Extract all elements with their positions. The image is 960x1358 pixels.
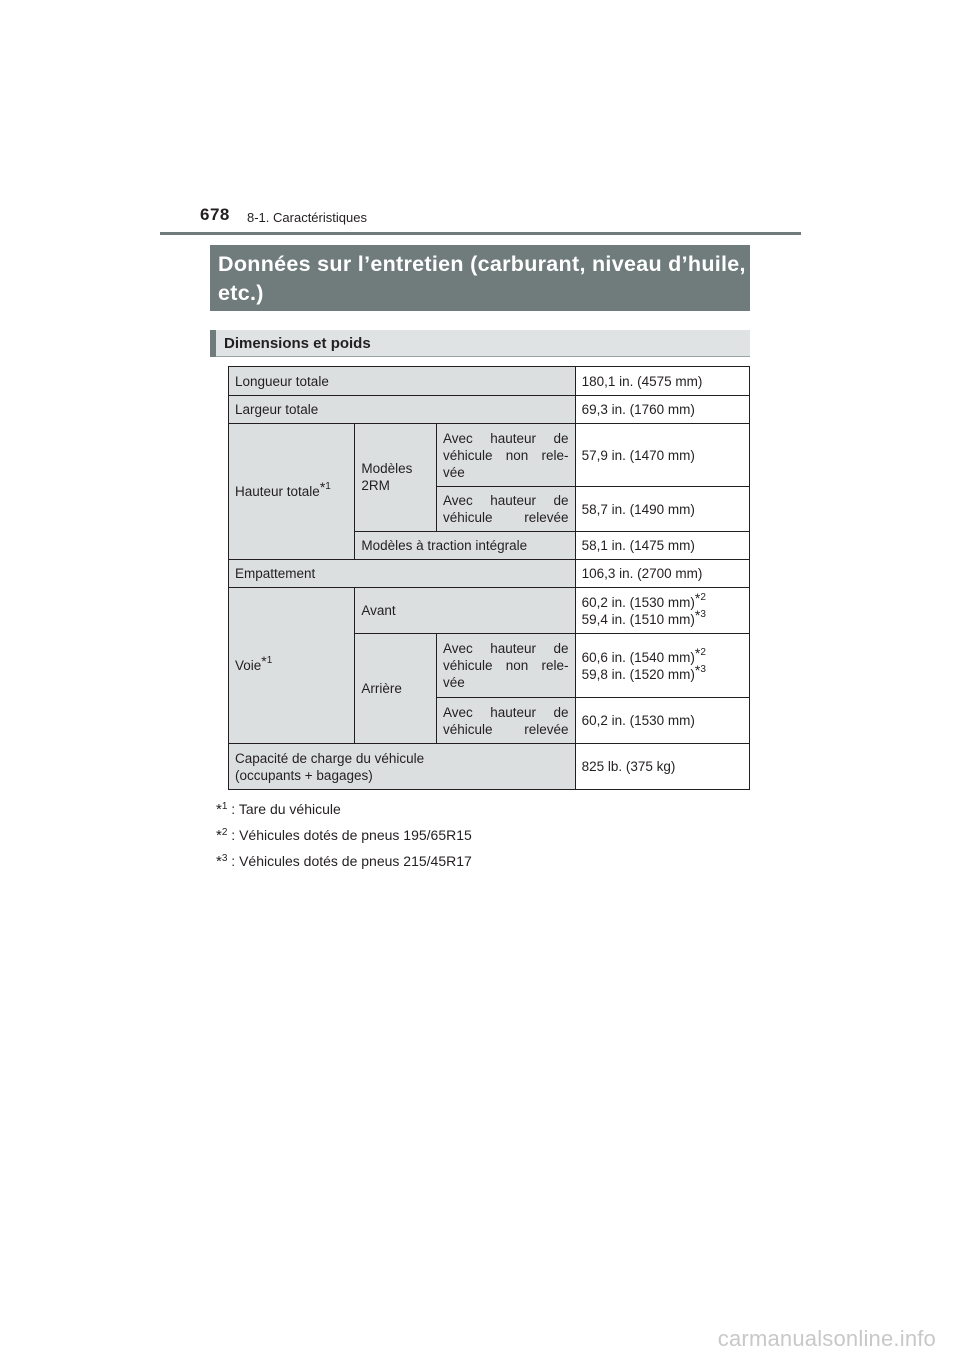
footnote (216, 797, 472, 823)
sub-label: Modèles à traction intégrale (355, 532, 575, 560)
footnote-marker: *$^3$ (216, 853, 228, 870)
subsection-title: Dimensions et poids (224, 335, 371, 352)
voie-label: Voie (235, 658, 262, 673)
row-value: 57,9 in. (1470 mm) (575, 424, 749, 487)
section-title-banner (210, 245, 750, 311)
label-line: Capacité de charge du véhicule (235, 750, 425, 766)
table-row (229, 367, 750, 396)
table-row (229, 424, 750, 487)
table-row (229, 396, 750, 424)
row-value (575, 634, 749, 698)
sub-label: Avant (355, 588, 575, 634)
sub-sub-label: Avec hauteur de véhicule non rele-vée (436, 634, 575, 698)
footnote-text: : Véhicules dotés de pneus 215/45R17 (231, 853, 472, 869)
value-line: 59,8 in. (1520 mm) (581, 666, 695, 682)
dimensions-table (228, 366, 750, 790)
row-value: 825 lb. (375 kg) (575, 744, 749, 790)
footnote-marker: *1 (319, 479, 331, 495)
section-title: Données sur l’entretien (carburant, niveau d’huile, etc.) (218, 252, 746, 305)
label-line: (occupants + bagages) (235, 767, 373, 783)
footnote-text: : Véhicules dotés de pneus 195/65R15 (231, 827, 472, 843)
table-row (229, 744, 750, 790)
sub-sub-label: Avec hauteur de véhicule relevée (436, 487, 575, 532)
footnote (216, 823, 472, 849)
row-label: Largeur totale (229, 396, 576, 424)
value-line: 59,4 in. (1510 mm) (581, 611, 695, 627)
row-value: 58,1 in. (1475 mm) (575, 532, 749, 560)
footnote-marker: *$^1$ (216, 801, 228, 818)
value-line: 60,2 in. (1530 mm) (581, 594, 695, 610)
subsection-heading (210, 330, 750, 357)
watermark: carmanualsonline.info (717, 1326, 936, 1351)
row-value (575, 588, 749, 634)
footnote-marker: *3 (694, 661, 706, 678)
sub-sub-label: Avec hauteur de véhicule non rele-vée (436, 424, 575, 487)
sub-label: Modèles 2RM (355, 424, 437, 532)
row-label (229, 588, 355, 744)
row-value: 69,3 in. (1760 mm) (575, 396, 749, 424)
page-number: 678 (200, 205, 230, 224)
row-label: Longueur totale (229, 367, 576, 396)
value-line: 60,6 in. (1540 mm) (581, 649, 695, 665)
table-row (229, 560, 750, 588)
footnote-text: : Tare du véhicule (231, 801, 341, 817)
footnote-marker: *3 (694, 606, 706, 623)
row-value: 106,3 in. (2700 mm) (575, 560, 749, 588)
row-value: 58,7 in. (1490 mm) (575, 487, 749, 532)
subsection-accent-bar (210, 330, 216, 357)
row-value: 60,2 in. (1530 mm) (575, 698, 749, 744)
section-reference: 8-1. Caractéristiques (247, 210, 367, 225)
row-label (229, 744, 576, 790)
row-value: 180,1 in. (4575 mm) (575, 367, 749, 396)
row-label: Empattement (229, 560, 576, 588)
hauteur-label: Hauteur totale (235, 484, 320, 499)
footnote-marker: *$^2$ (216, 827, 228, 844)
footnote-marker: *1 (261, 653, 273, 669)
sub-sub-label: Avec hauteur de véhicule relevée (436, 698, 575, 744)
footnote (216, 849, 472, 875)
footnote-marker: *2 (694, 589, 706, 606)
row-label (229, 424, 355, 560)
footnote-marker: *2 (694, 644, 706, 661)
header-rule (160, 232, 801, 235)
sub-label: Arrière (355, 634, 437, 744)
footnotes (216, 797, 472, 875)
table-row (229, 588, 750, 634)
